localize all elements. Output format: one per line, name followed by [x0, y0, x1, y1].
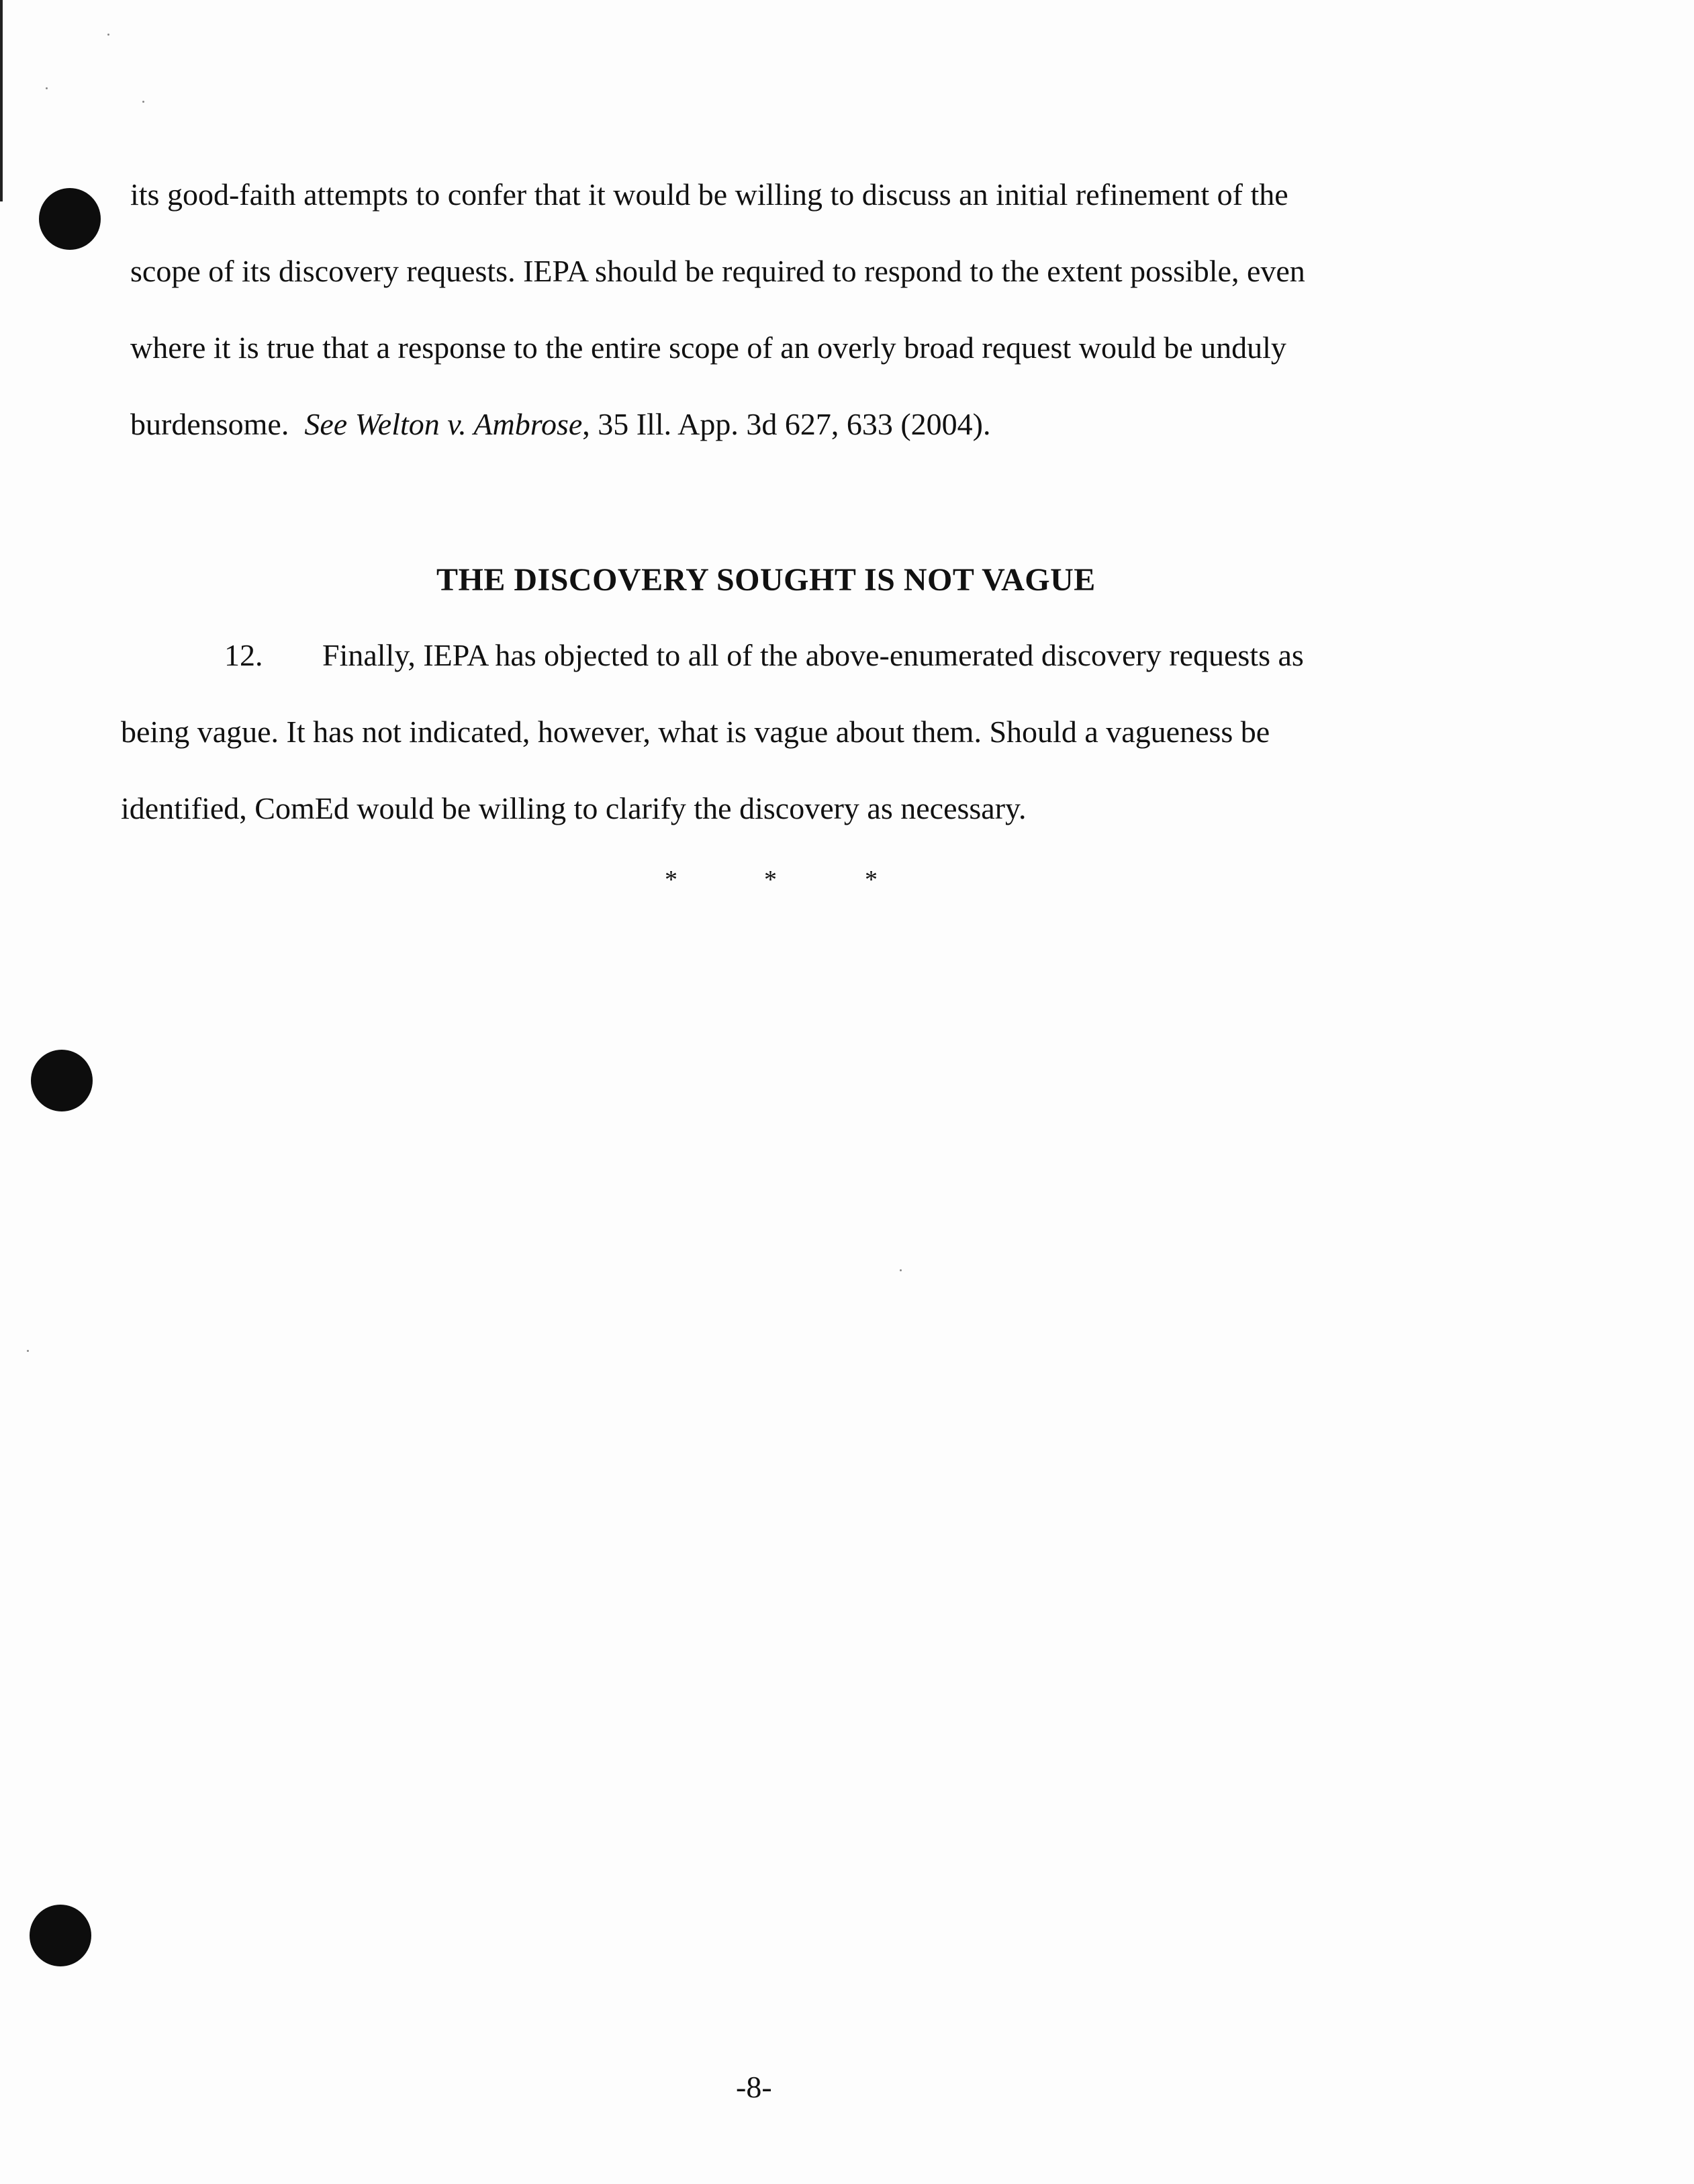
carryover-line-1: its good-faith attempts to confer that it would be willing to discuss an initial refinement of the	[130, 177, 1288, 212]
page-number: -8-	[736, 2070, 772, 2104]
carryover-line-2: scope of its discovery requests. IEPA should be required to respond to the extent possible, even	[130, 254, 1305, 288]
scan-speck	[900, 1269, 902, 1271]
carryover-line-4-text: burdensome.	[130, 407, 289, 441]
paragraph-number: 12.	[224, 638, 263, 672]
citation-case-name: Welton v. Ambrose	[355, 407, 583, 441]
paragraph-12-line-3: identified, ComEd would be willing to clarify the discovery as necessary.	[121, 791, 1027, 825]
scan-speck	[142, 101, 144, 103]
section-break-asterisk: *	[764, 866, 777, 894]
punch-hole-top	[39, 188, 101, 250]
section-heading: THE DISCOVERY SOUGHT IS NOT VAGUE	[436, 562, 1096, 598]
paragraph-12-line-2: being vague. It has not indicated, however, what is vague about them. Should a vagueness be	[121, 715, 1270, 749]
scan-speck	[107, 34, 109, 36]
carryover-line-3: where it is true that a response to the entire scope of an overly broad request would be unduly	[130, 330, 1286, 365]
scan-speck	[46, 87, 48, 89]
scan-speck	[27, 1350, 29, 1352]
paragraph-12-line-1: Finally, IEPA has objected to all of the above-enumerated discovery requests as	[322, 638, 1304, 672]
punch-hole-middle	[31, 1050, 93, 1111]
citation-signal: See	[304, 407, 348, 441]
punch-hole-bottom	[30, 1905, 91, 1966]
section-break-asterisk: *	[865, 866, 878, 894]
citation-reporter: , 35 Ill. App. 3d 627, 633 (2004).	[582, 407, 991, 441]
scan-edge-mark	[0, 0, 3, 201]
carryover-line-4-with-citation	[130, 406, 990, 443]
section-break	[0, 866, 1694, 907]
section-break-asterisk: *	[665, 866, 677, 894]
